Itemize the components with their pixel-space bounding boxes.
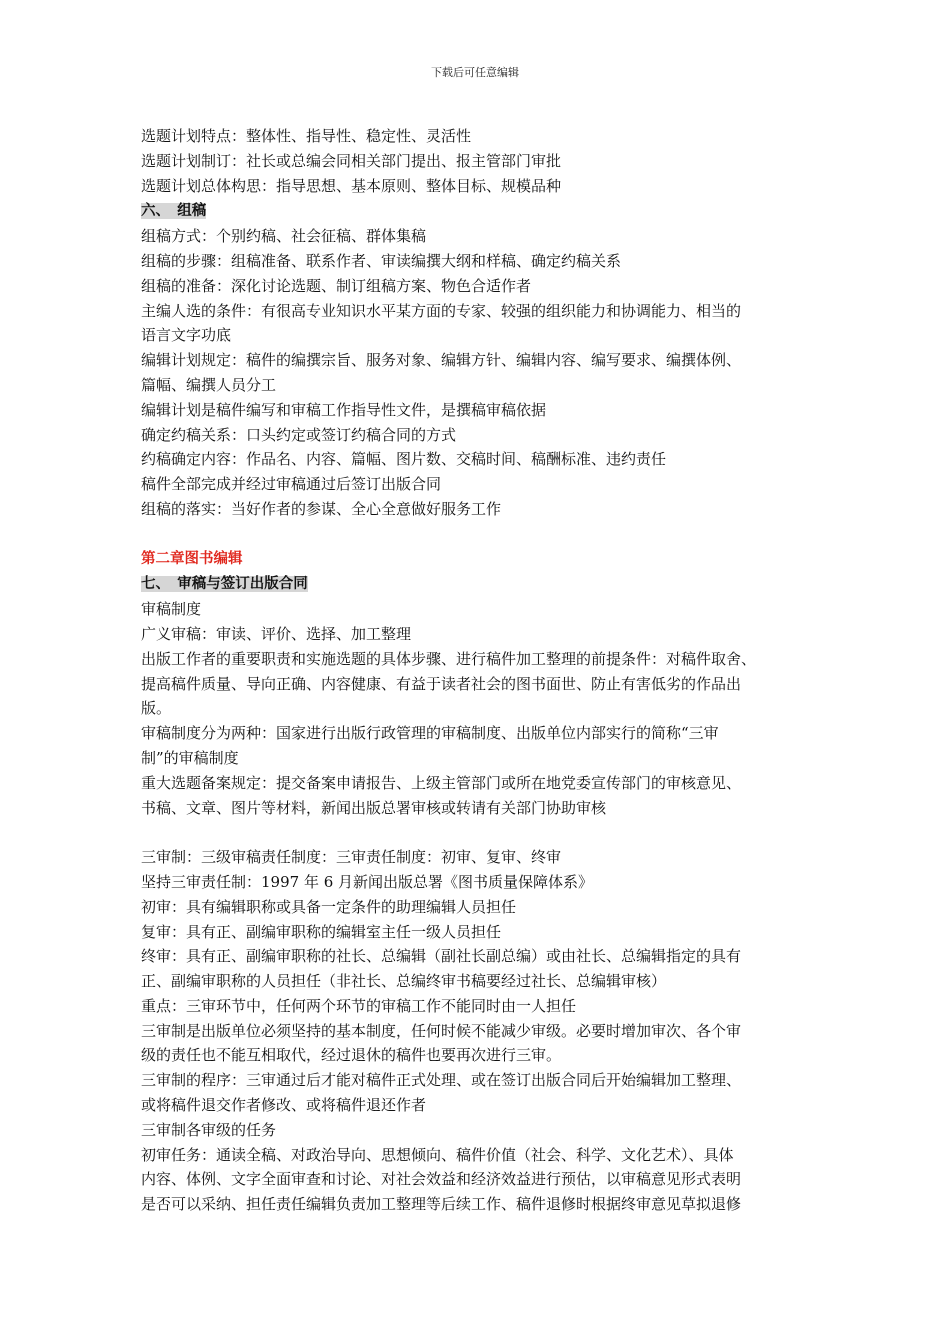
text-line: 组稿的落实：当好作者的参谋、全心全意做好服务工作 xyxy=(141,499,502,518)
text-line: 复审：具有正、副编审职称的编辑室主任一级人员担任 xyxy=(141,922,502,941)
page-header: 下载后可任意编辑 xyxy=(431,66,519,79)
text-line: 组稿方式：个别约稿、社会征稿、群体集稿 xyxy=(141,227,427,246)
text-line: 选题计划制订：社长或总编会同相关部门提出、报主管部门审批 xyxy=(141,151,562,170)
text-line: 正、副编审职称的人员担任（非社长、总编终审书稿要经过社长、总编辑审核） xyxy=(141,972,667,991)
text-line: 确定约稿关系：口头约定或签订约稿合同的方式 xyxy=(141,425,457,444)
text-line: 主编人选的条件：有很高专业知识水平某方面的专家、较强的组织能力和协调能力、相当的 xyxy=(141,301,742,320)
heading-text: 七、 审稿与签订出版合同 xyxy=(141,576,308,593)
text-line: 重大选题备案规定：提交备案申请报告、上级主管部门或所在地党委宣传部门的审核意见、 xyxy=(141,773,742,792)
text-line: 三审制各审级的任务 xyxy=(141,1120,277,1139)
section-heading-6 xyxy=(141,198,831,224)
text-line: 选题计划总体构思：指导思想、基本原则、整体目标、规模品种 xyxy=(141,176,562,195)
chapter-title: 第二章图书编辑 xyxy=(141,550,243,567)
heading-text: 六、 组稿 xyxy=(141,203,207,220)
text-line: 组稿的准备：深化讨论选题、制订组稿方案、物色合适作者 xyxy=(141,276,532,295)
text-line: 出版工作者的重要职责和实施选题的具体步骤、进行稿件加工整理的前提条件：对稿件取舍、 xyxy=(141,649,757,668)
text-line: 组稿的步骤：组稿准备、联系作者、审读编撰大纲和样稿、确定约稿关系 xyxy=(141,251,622,270)
text-line: 审稿制度 xyxy=(141,600,202,619)
text-line: 内容、体例、文字全面审查和讨论、对社会效益和经济效益进行预估，以审稿意见形式表明 xyxy=(141,1170,742,1189)
text-line: 书稿、文章、图片等材料，新闻出版总署审核或转请有关部门协助审核 xyxy=(141,798,607,817)
section-heading-7 xyxy=(141,571,831,597)
text-line: 稿件全部完成并经过审稿通过后签订出版合同 xyxy=(141,475,442,494)
section-three-review xyxy=(141,845,831,1217)
text-line: 三审制：三级审稿责任制度：三审责任制度：初审、复审、终审 xyxy=(141,848,562,867)
text-line: 三审制的程序：三审通过后才能对稿件正式处理、或在签订出版合同后开始编辑加工整理、 xyxy=(141,1071,742,1090)
text-line: 三审制是出版单位必须坚持的基本制度，任何时候不能减少审级。必要时增加审次、各个审 xyxy=(141,1021,742,1040)
text-line: 坚持三审责任制：1997 年 6 月新闻出版总署《图书质量保障体系》 xyxy=(141,872,594,891)
text-line: 或将稿件退交作者修改、或将稿件退还作者 xyxy=(141,1096,427,1115)
section-solicit-manuscripts xyxy=(141,224,831,522)
text-line: 版。 xyxy=(141,699,172,718)
text-line: 编辑计划是稿件编写和审稿工作指导性文件，是撰稿审稿依据 xyxy=(141,400,547,419)
section-topic-plan xyxy=(141,124,831,198)
text-line: 审稿制度分为两种：国家进行出版行政管理的审稿制度、出版单位内部实行的简称“三审 xyxy=(141,724,719,743)
text-line: 约稿确定内容：作品名、内容、篇幅、图片数、交稿时间、稿酬标准、违约责任 xyxy=(141,450,667,469)
text-line: 语言文字功底 xyxy=(141,326,232,345)
document-body xyxy=(141,124,831,1217)
blank-line xyxy=(141,522,831,547)
blank-line xyxy=(141,820,831,845)
text-line: 篇幅、编撰人员分工 xyxy=(141,375,277,394)
text-line: 选题计划特点：整体性、指导性、稳定性、灵活性 xyxy=(141,127,472,145)
text-line: 提高稿件质量、导向正确、内容健康、有益于读者社会的图书面世、防止有害低劣的作品出 xyxy=(141,674,742,693)
text-line: 级的责任也不能互相取代，经过退休的稿件也要再次进行三审。 xyxy=(141,1046,562,1065)
text-line: 重点：三审环节中，任何两个环节的审稿工作不能同时由一人担任 xyxy=(141,996,577,1015)
text-line: 初审任务：通读全稿、对政治导向、思想倾向、稿件价值（社会、科学、文化艺术）、具体 xyxy=(141,1145,734,1164)
text-line: 终审：具有正、副编审职称的社长、总编辑（副社长副总编）或由社长、总编辑指定的具有 xyxy=(141,947,742,966)
section-review-system xyxy=(141,597,831,820)
text-line: 初审：具有编辑职称或具备一定条件的助理编辑人员担任 xyxy=(141,897,517,916)
text-line: 编辑计划规定：稿件的编撰宗旨、服务对象、编辑方针、编辑内容、编写要求、编撰体例、 xyxy=(141,351,742,370)
text-line: 制”的审稿制度 xyxy=(141,748,239,767)
text-line: 是否可以采纳、担任责任编辑负责加工整理等后续工作、稿件退修时根据终审意见草拟退修 xyxy=(141,1195,742,1214)
text-line: 广义审稿：审读、评价、选择、加工整理 xyxy=(141,624,412,643)
